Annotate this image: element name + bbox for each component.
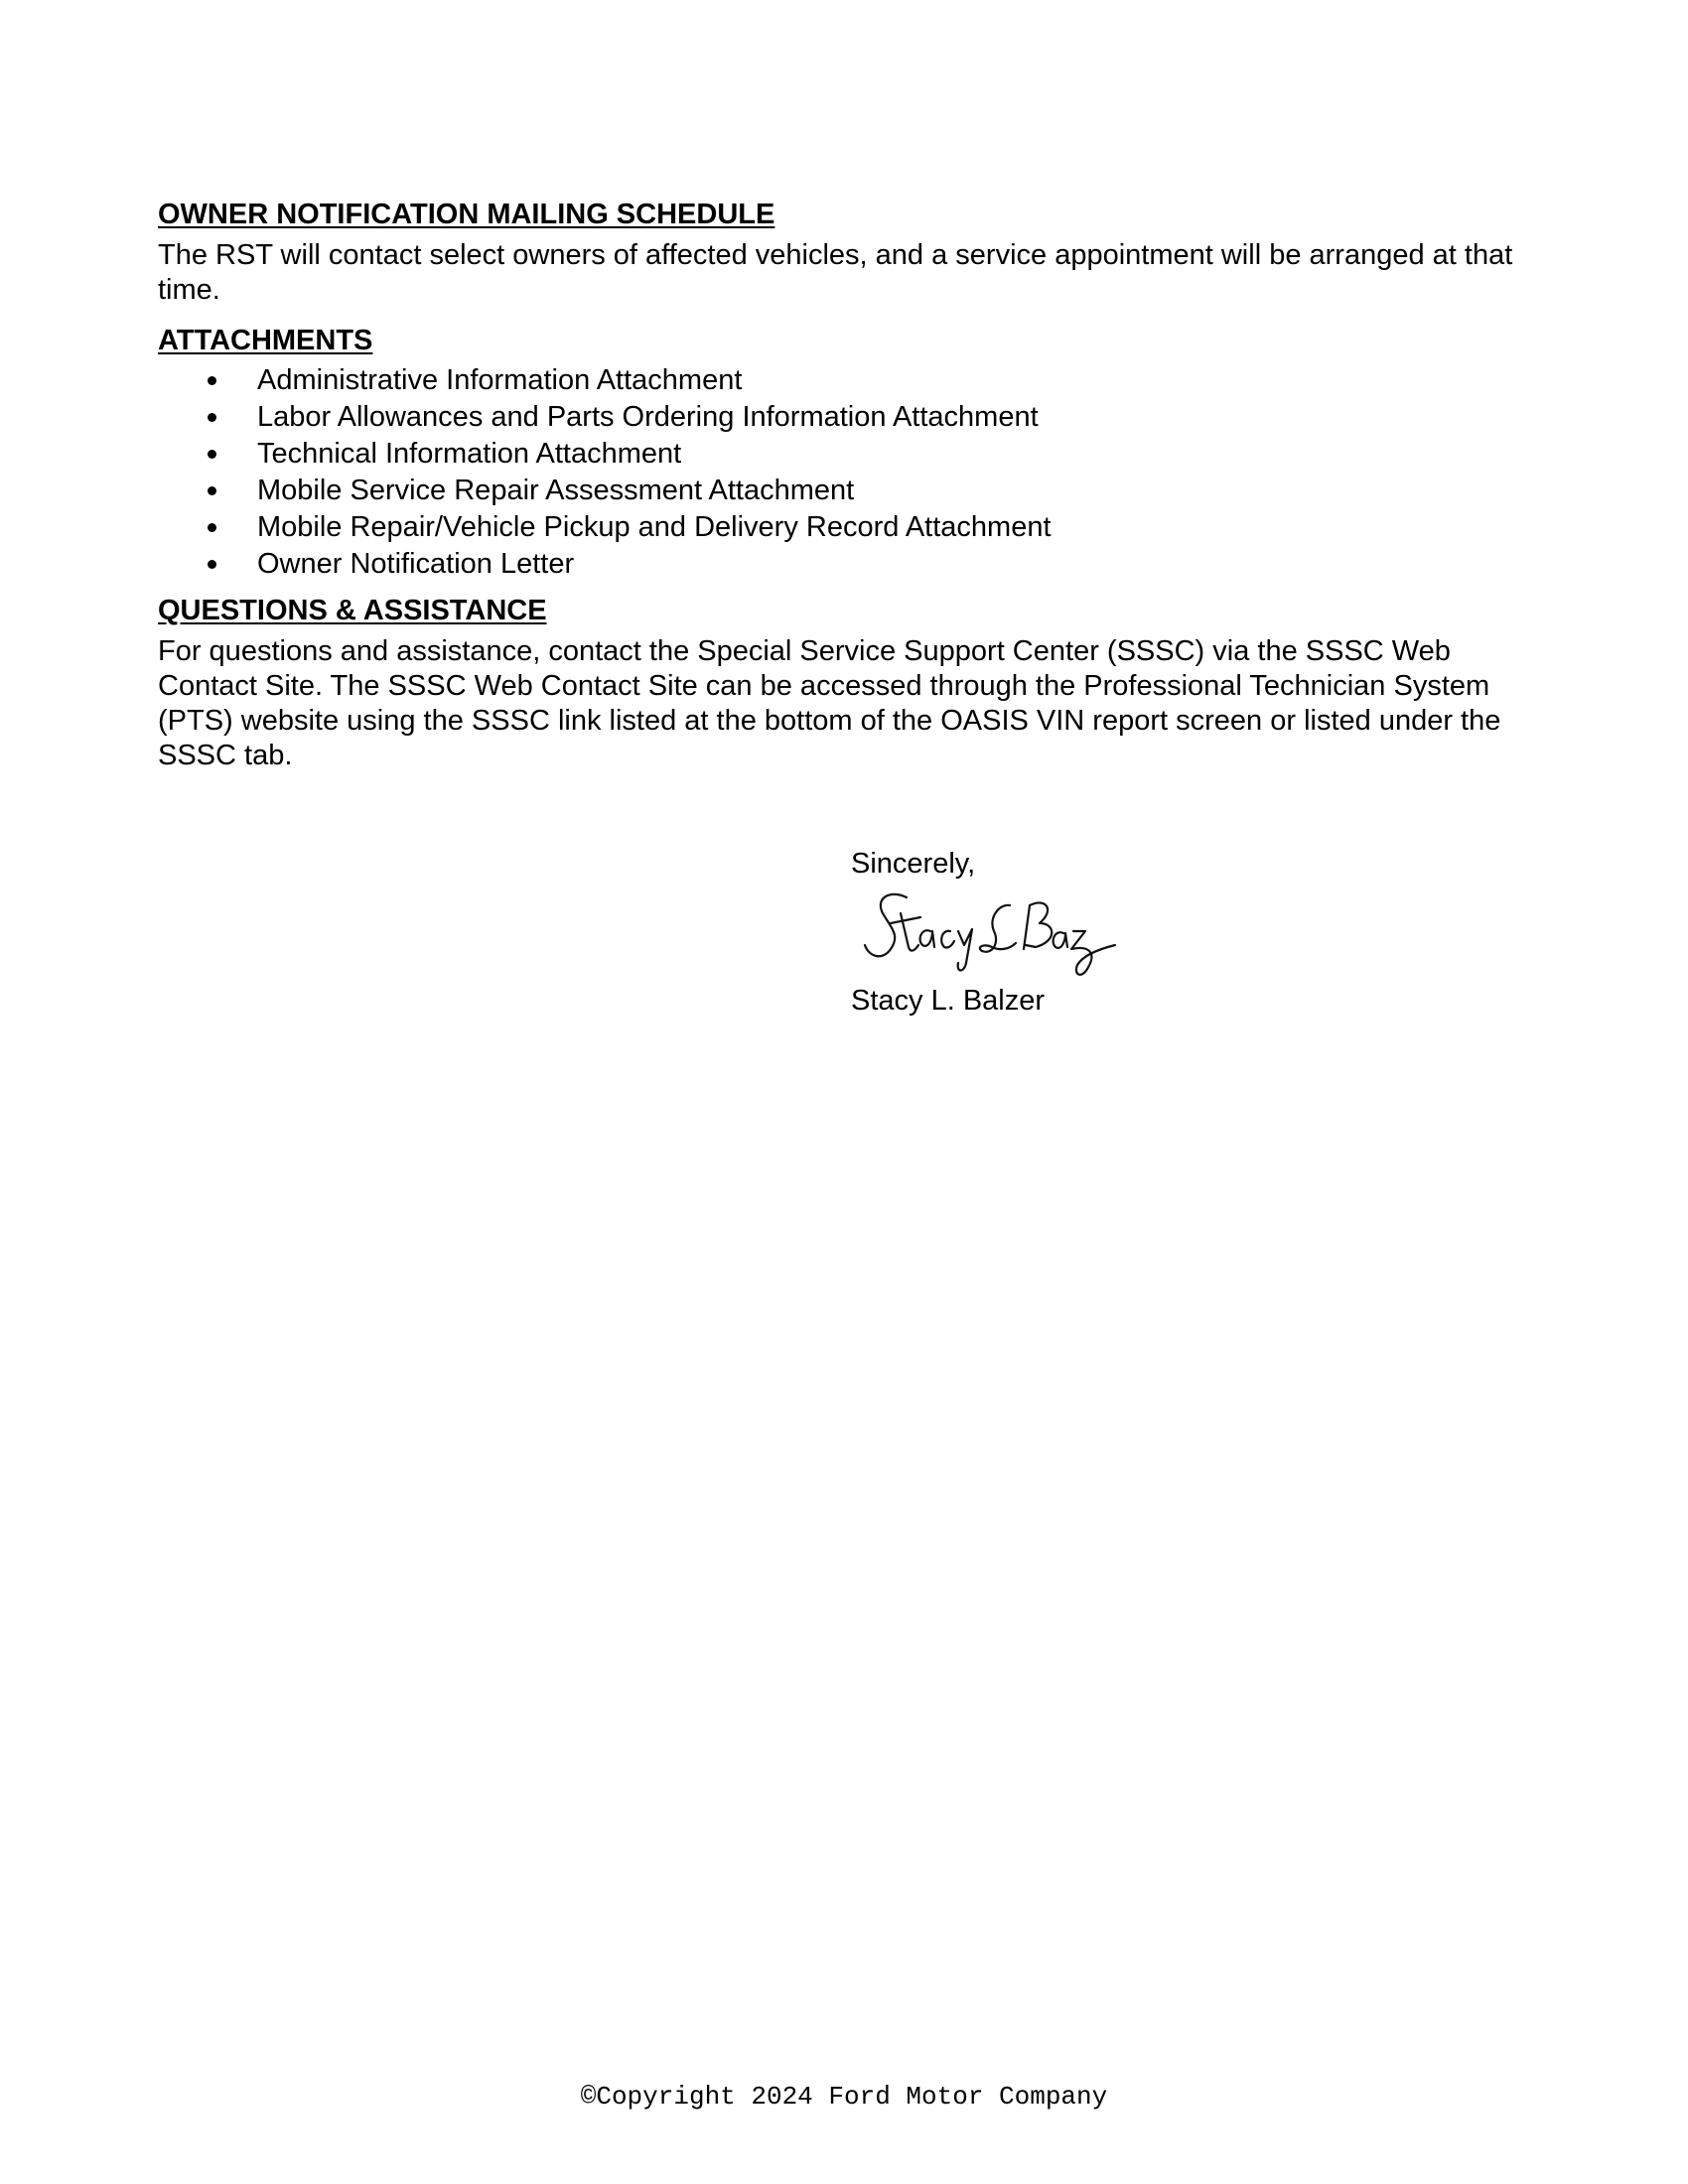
attachment-label: Technical Information Attachment: [257, 438, 682, 470]
attachment-item: [158, 362, 1538, 399]
attachments-heading: ATTACHMENTS: [158, 325, 373, 356]
attachment-item: [158, 436, 1538, 473]
bullet-icon: [208, 523, 216, 532]
mailing-schedule-heading: OWNER NOTIFICATION MAILING SCHEDULE: [158, 199, 775, 230]
questions-text: For questions and assistance, contact the Special Service Support Center (SSSC) via the SSSC Web Contact Site. The SSSC Web Contact Site can be accessed through the Professional Technician System (PTS) website using the SSSC link listed at the bottom of the OASIS VIN report screen or listed under the SSSC tab.: [158, 635, 1501, 771]
salutation: Sincerely,: [851, 848, 976, 880]
attachment-item: [158, 509, 1538, 546]
attachment-label: Owner Notification Letter: [257, 548, 575, 580]
attachment-item: [158, 546, 1538, 583]
attachment-label: Mobile Repair/Vehicle Pickup and Delivery Record Attachment: [257, 511, 1052, 543]
signature-image: [861, 884, 1119, 983]
mailing-schedule-text: The RST will contact select owners of affected vehicles, and a service appointment will be arranged at that time.: [158, 239, 1513, 306]
bullet-icon: [208, 560, 216, 569]
bullet-icon: [208, 450, 216, 459]
attachment-item: [158, 473, 1538, 509]
bullet-icon: [208, 413, 216, 422]
closing-block: [851, 846, 1347, 1019]
copyright-footer: ©Copyright 2024 Ford Motor Company: [580, 2082, 1108, 2112]
bullet-icon: [208, 486, 216, 495]
attachment-label: Administrative Information Attachment: [257, 364, 743, 396]
bullet-icon: [208, 376, 216, 385]
attachment-label: Labor Allowances and Parts Ordering Information Attachment: [257, 401, 1039, 433]
attachment-label: Mobile Service Repair Assessment Attachment: [257, 475, 855, 506]
document-body: [158, 197, 1538, 773]
attachment-item: [158, 399, 1538, 436]
attachments-list: [158, 362, 1538, 583]
signer-name: Stacy L. Balzer: [851, 985, 1046, 1017]
questions-heading: QUESTIONS & ASSISTANCE: [158, 595, 547, 626]
